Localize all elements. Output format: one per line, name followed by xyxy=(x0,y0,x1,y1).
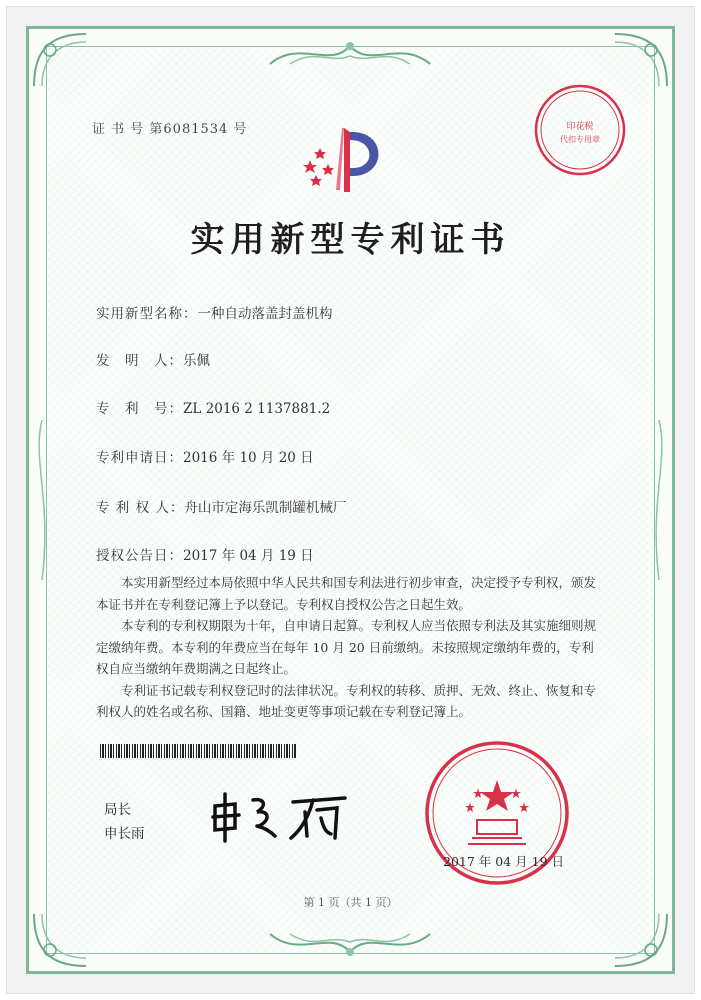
top-center-ornament-icon xyxy=(260,34,440,74)
body-paragraph: 本专利的专利权期限为十年，自申请日起算。专利权人应当依照专利法及其实施细则规定缴纳年费。本专利的年费应当在每年 10 月 20 日前缴纳。未按照规定缴纳年费的，专利权自应当缴纳年费期满之日起终止。 xyxy=(96,618,597,676)
corner-ornament-top-right-icon xyxy=(611,30,671,90)
field-value: 乐佩 xyxy=(183,353,210,369)
field-application-date xyxy=(96,446,314,466)
certificate-body xyxy=(96,572,606,723)
field-patent-number xyxy=(96,397,330,417)
director-signature xyxy=(205,786,355,846)
field-value: 2016 年 10 月 20 日 xyxy=(183,450,314,466)
right-side-ornament-icon xyxy=(647,420,671,580)
certificate-number: 证 书 号 第6081534 号 xyxy=(92,122,248,137)
corner-ornament-bottom-right-icon xyxy=(611,910,671,970)
field-value: 2017 年 04 月 19 日 xyxy=(183,548,314,564)
field-patentee xyxy=(96,496,346,516)
corner-ornament-bottom-left-icon xyxy=(30,910,90,970)
field-grant-date xyxy=(96,544,314,564)
field-label: 发 明 人： xyxy=(96,353,183,369)
field-label: 实用新型名称： xyxy=(96,306,198,322)
director-name: 申长雨 xyxy=(104,826,145,842)
patent-office-logo-icon xyxy=(296,120,396,200)
director-title: 局长 xyxy=(104,802,131,818)
field-value: ZL 2016 2 1137881.2 xyxy=(183,401,331,417)
field-value: 一种自动落盖封盖机构 xyxy=(197,306,333,322)
bottom-center-ornament-icon xyxy=(260,924,440,964)
field-value: 舟山市定海乐凯制罐机械厂 xyxy=(184,500,347,516)
tax-seal-center-line-2: 代扣专用章 xyxy=(560,135,600,144)
body-paragraph: 本实用新型经过本局依照中华人民共和国专利法进行初步审查，决定授予专利权，颁发本证书并在专利登记簿上予以登记。专利权自授权公告之日起生效。 xyxy=(96,575,597,612)
field-inventor xyxy=(96,349,210,369)
barcode xyxy=(100,744,296,758)
field-label: 专利申请日： xyxy=(96,450,183,466)
corner-ornament-top-left-icon xyxy=(30,30,90,90)
field-label: 授权公告日： xyxy=(96,548,183,564)
page-number: 第 1 页（共 1 页） xyxy=(303,896,398,909)
tax-seal-center-line-1: 印花税 xyxy=(566,122,594,132)
tax-seal-stamp xyxy=(532,82,628,178)
body-paragraph: 专利证书记载专利权登记时的法律状况。专利权的转移、质押、无效、终止、恢复和专利权人的姓名或名称、国籍、地址变更等事项记载在专利登记簿上。 xyxy=(96,682,597,719)
field-label: 专 利 号： xyxy=(96,401,183,417)
seal-date: 2017 年 04 月 19 日 xyxy=(443,854,564,869)
page-title: 实用新型专利证书 xyxy=(190,220,511,260)
field-label: 专 利 权 人： xyxy=(96,500,185,516)
left-side-ornament-icon xyxy=(30,420,54,580)
field-utility-model-name xyxy=(96,302,333,322)
